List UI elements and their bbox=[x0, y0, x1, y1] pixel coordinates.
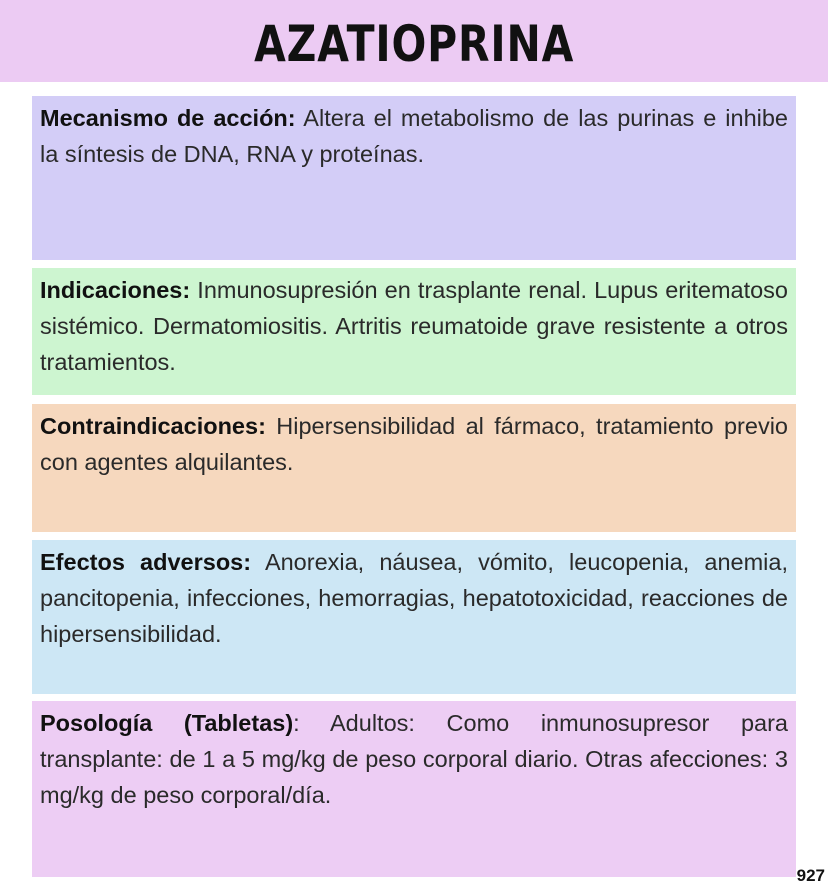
page-number: 927 bbox=[796, 866, 825, 885]
section-contraindicaciones bbox=[32, 404, 796, 532]
section-text: Anorexia, náusea, vómito, leucopenia, anemia, pancitopenia, infecciones, hemorragias, hepatotoxicidad, reacciones de hipersensibilidad. bbox=[40, 549, 789, 647]
section-posologia bbox=[32, 701, 796, 877]
section-efectos-adversos bbox=[32, 540, 796, 694]
section-label: Contraindicaciones: bbox=[40, 413, 266, 439]
title-banner bbox=[0, 0, 828, 82]
section-label: Indicaciones: bbox=[40, 277, 191, 303]
section-label: Efectos adversos: bbox=[40, 549, 252, 575]
section-text: Inmunosupresión en trasplante renal. Lupus eritematoso sistémico. Dermatomiositis. Artritis reumatoide grave resistente a otros tratamientos. bbox=[40, 277, 789, 375]
section-mecanismo bbox=[32, 96, 796, 260]
page-title: AZATIOPRINA bbox=[253, 15, 575, 73]
section-text: : Adultos: Como inmunosupresor para transplante: de 1 a 5 mg/kg de peso corporal diario. Otras afecciones: 3 mg/kg de peso corporal/día. bbox=[40, 710, 788, 808]
section-text: Hipersensibilidad al fármaco, tratamiento previo con agentes alquilantes. bbox=[40, 413, 788, 475]
section-text: Altera el metabolismo de las purinas e inhibe la síntesis de DNA, RNA y proteínas. bbox=[40, 105, 788, 167]
section-label: Posología (Tabletas) bbox=[40, 710, 294, 736]
section-indicaciones bbox=[32, 268, 796, 395]
section-label: Mecanismo de acción: bbox=[40, 105, 296, 131]
